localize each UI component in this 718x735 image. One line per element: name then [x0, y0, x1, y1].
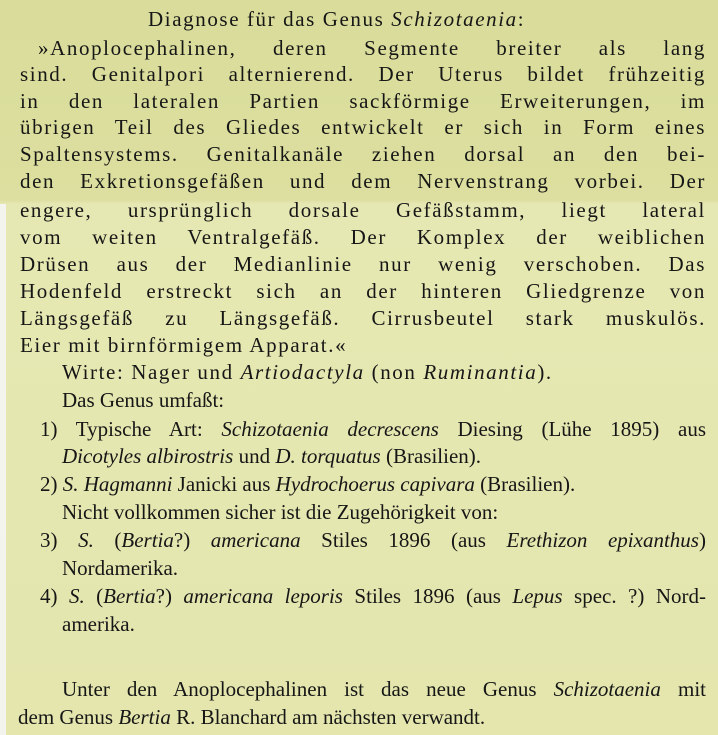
italic-text: Schizotaenia — [391, 7, 518, 31]
italic-text: Bertia — [103, 584, 156, 608]
text-run: amerika. — [62, 612, 135, 636]
text-run: Diesing (Lühe 1895) aus — [438, 417, 706, 441]
text-run: Diagnose für das Genus — [148, 7, 392, 31]
italic-text: Bertia — [118, 705, 171, 729]
text-run: ( — [84, 584, 104, 608]
text-run: vom weiten Ventralgefäß. Der Komplex der weiblichen — [20, 225, 706, 249]
italic-text: Erethizon epixanthus — [506, 528, 699, 552]
text-run: spec. ?) Nord- — [562, 584, 706, 608]
text-run: Nager und — [131, 360, 241, 384]
text-line — [62, 499, 498, 525]
text-run: Eier mit birnförmigem Apparat.« — [20, 333, 348, 357]
text-run: : — [517, 7, 526, 31]
text-line — [20, 251, 706, 277]
text-run: Stiles 1896 (aus — [300, 528, 507, 552]
text-run: Hodenfeld erstreckt sich an der hinteren Gliedgrenze von — [20, 279, 706, 303]
text-run: Drüsen aus der Medianlinie nur wenig verschoben. Das — [20, 252, 706, 276]
italic-text: Bertia — [121, 528, 174, 552]
text-run: »Anoplocephalinen, deren Segmente breiter als lang — [38, 36, 706, 60]
text-run: 2) — [40, 472, 63, 496]
text-line — [40, 416, 706, 442]
text-run: ( — [93, 528, 122, 552]
text-run: Stiles 1896 (aus — [342, 584, 513, 608]
text-run: den Exkretionsgefäßen und dem Nervenstrang vorbei. Der — [20, 169, 706, 193]
text-line — [40, 471, 575, 497]
text-run: (Brasilien). — [380, 444, 482, 468]
text-line — [62, 555, 178, 581]
text-run: Längsgefäß zu Längsgefäß. Cirrusbeutel stark muskulös. — [20, 306, 706, 330]
text-run: mit — [660, 677, 706, 701]
text-run: 1) Typische Art: — [40, 417, 222, 441]
text-run: Das Genus umfaßt: — [62, 388, 225, 412]
text-line — [20, 224, 706, 250]
text-line — [62, 611, 135, 637]
text-run: ?) — [155, 584, 184, 608]
italic-text: Hydrochoerus capivara — [275, 472, 475, 496]
text-line — [20, 114, 706, 140]
text-run: 3) — [40, 528, 79, 552]
text-line — [20, 278, 706, 304]
text-run: Nicht vollkommen sicher ist die Zugehörigkeit von: — [62, 500, 499, 524]
italic-text: Lepus — [512, 584, 563, 608]
text-run: engere, ursprünglich dorsale Gefäßstamm, liegt lateral — [20, 198, 706, 222]
text-line — [40, 583, 706, 609]
italic-text: S. — [78, 528, 94, 552]
text-run: R. Blanchard am nächsten verwandt. — [170, 705, 486, 729]
text-run: ). — [537, 360, 553, 384]
italic-text: Schizotaenia — [553, 677, 661, 701]
text-line — [62, 387, 224, 413]
italic-text: Ruminantia — [423, 360, 538, 384]
text-run: Janicki aus — [172, 472, 276, 496]
text-run: 4) — [40, 584, 69, 608]
text-run: Spaltensystems. Genitalkanäle ziehen dorsal an den bei- — [20, 142, 706, 166]
text-line — [20, 305, 706, 331]
text-line — [20, 168, 706, 194]
italic-text: Artiodactyla — [240, 360, 365, 384]
text-run: dem Genus — [18, 705, 119, 729]
text-run: sind. Genitalpori alternierend. Der Uterus bildet frühzeitig — [20, 62, 706, 86]
text-line — [40, 527, 706, 553]
heading — [148, 6, 525, 32]
text-run: und — [233, 444, 276, 468]
text-run: ) — [698, 528, 706, 552]
text-run: Wirte: — [62, 360, 132, 384]
text-line — [20, 197, 706, 223]
text-line — [38, 35, 706, 61]
text-line — [62, 443, 481, 469]
italic-text: Dicotyles albirostris — [62, 444, 234, 468]
text-run: Nordamerika. — [62, 556, 179, 580]
text-line — [20, 332, 347, 358]
text-line — [62, 359, 553, 385]
italic-text: D. torquatus — [275, 444, 381, 468]
text-line — [62, 676, 706, 702]
text-run: (Brasilien). — [474, 472, 576, 496]
text-run: übrigen Teil des Gliedes entwickelt er sich in Form eines — [20, 115, 706, 139]
text-line — [20, 141, 706, 167]
text-run: (non — [364, 360, 424, 384]
text-line — [20, 61, 706, 87]
text-run: in den lateralen Partien sackförmige Erweiterungen, im — [20, 89, 706, 113]
text-line — [18, 704, 485, 730]
italic-text: Schizotaenia decrescens — [221, 417, 439, 441]
italic-text: S. Hagmanni — [62, 472, 173, 496]
text-run: ?) — [173, 528, 211, 552]
text-line — [20, 88, 706, 114]
scan-margin — [0, 204, 6, 735]
italic-text: S. — [68, 584, 85, 608]
italic-text: americana leporis — [183, 584, 343, 608]
italic-text: americana — [210, 528, 301, 552]
text-run: Unter den Anoplocephalinen ist das neue Genus — [62, 677, 554, 701]
